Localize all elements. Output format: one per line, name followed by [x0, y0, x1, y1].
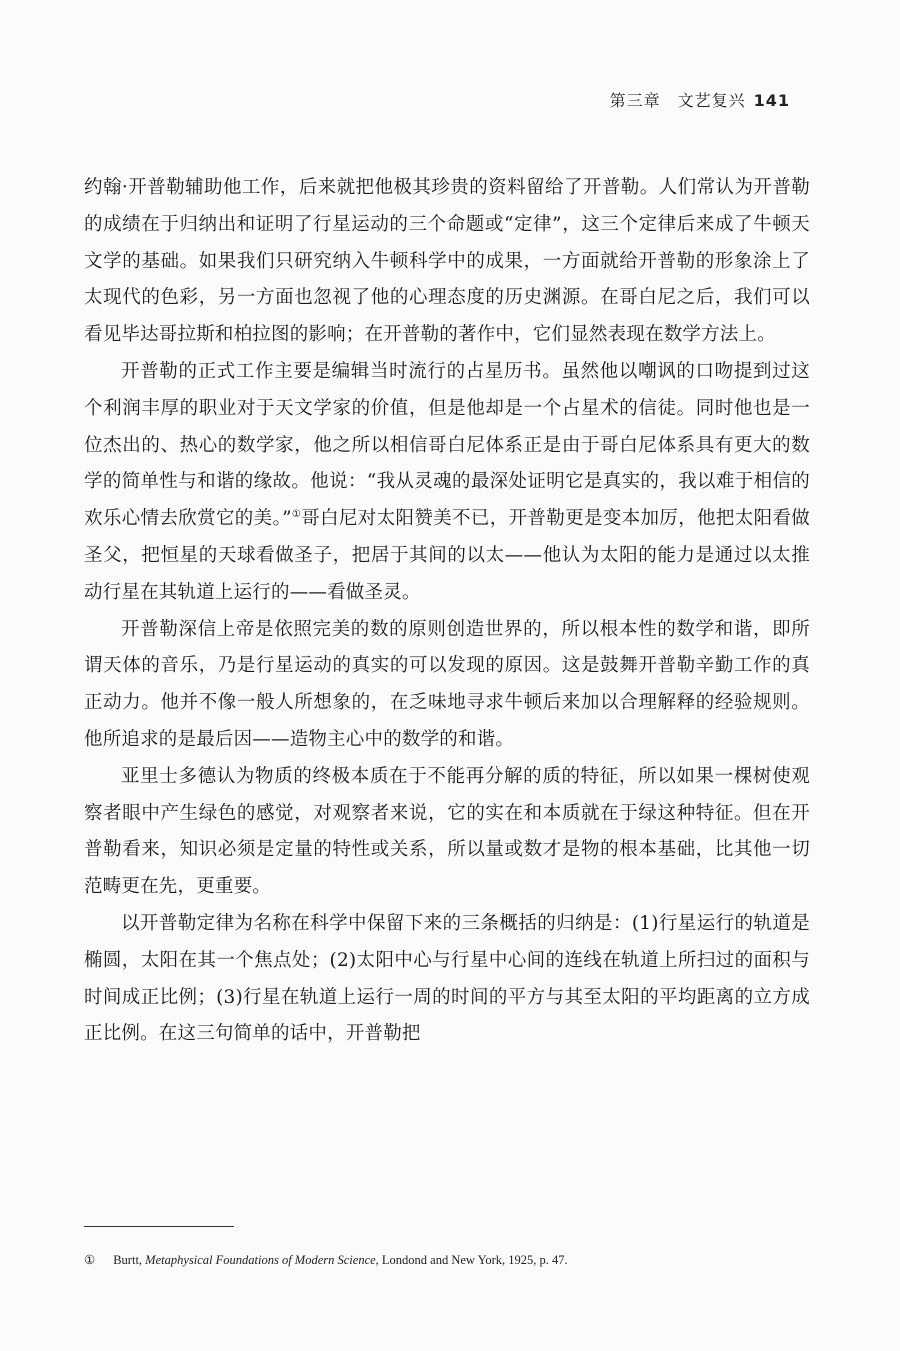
paragraph-1: 约翰·开普勒辅助他工作，后来就把他极其珍贵的资料留给了开普勒。人们常认为开普勒的成绩在于归纳出和证明了行星运动的三个命题或“定律”，这三个定律后来成了牛顿天文学的基础。如果我们只研究纳入牛顿科学中的成果，一方面就给开普勒的形象涂上了太现代的色彩，另一方面也忽视了他的心理态度的历史渊源。在哥白尼之后，我们可以看见毕达哥拉斯和柏拉图的影响；在开普勒的著作中，它们显然表现在数学方法上。: [84, 177, 810, 346]
running-header: [610, 88, 790, 111]
footnote: [84, 1252, 810, 1268]
footnote-publication: , Londond and New York, 1925, p. 47.: [375, 1253, 568, 1267]
footnote-book-title: Metaphysical Foundations of Modern Science: [145, 1253, 376, 1267]
footnote-divider: [84, 1226, 234, 1227]
page-number: 141: [753, 91, 790, 110]
paragraph-2-text: 开普勒的正式工作主要是编辑当时流行的占星历书。虽然他以嘲讽的口吻提到过这个利润丰厚的职业对于天文学家的价值，但是他却是一个占星术的信徒。同时他也是一位杰出的、热心的数学家，他之所以相信哥白尼体系正是由于哥白尼体系具有更大的数学的简单性与和谐的缘故。他说：“我从灵魂的最深处证明它是真实的，我以难于相信的欢乐心情去欣赏它的美。”: [84, 360, 810, 530]
paragraph-2-continued: 哥白尼对太阳赞美不已，开普勒更是变本加厉，他把太阳看做圣父，把恒星的天球看做圣子，把居于其间的以太——他认为太阳的能力是通过以太推动行星在其轨道上运行的——看做圣灵。: [84, 508, 810, 603]
paragraph-4: 亚里士多德认为物质的终极本质在于不能再分解的质的特征，所以如果一棵树使观察者眼中产生绿色的感觉，对观察者来说，它的实在和本质就在于绿这种特征。但在开普勒看来，知识必须是定量的特性或关系，所以量或数才是物的根本基础，比其他一切范畴更在先，更重要。: [84, 765, 810, 898]
footnote-ref: ①: [291, 509, 302, 521]
paragraph-5: 以开普勒定律为名称在科学中保留下来的三条概括的归纳是：(1)行星运行的轨道是椭圆，太阳在其一个焦点处；(2)太阳中心与行星中心间的连线在轨道上所扫过的面积与时间成正比例；(3)行星在轨道上运行一周的时间的平方与其至太阳的平均距离的立方成正比例。在这三句简单的话中，开普勒把: [84, 912, 810, 1045]
footnote-author: Burtt,: [113, 1253, 143, 1267]
paragraph-2: [84, 354, 810, 612]
paragraph-3: 开普勒深信上帝是依照完美的数的原则创造世界的，所以根本性的数学和谐，即所谓天体的音乐，乃是行星运动的真实的可以发现的原因。这是鼓舞开普勒辛勤工作的真正动力。他并不像一般人所想象的，在乏味地寻求牛顿后来加以合理解释的经验规则。他所追求的是最后因——造物主心中的数学的和谐。: [84, 618, 810, 750]
footnote-marker: ①: [84, 1253, 96, 1267]
body-text: [84, 170, 810, 1053]
chapter-title: 第三章 文艺复兴: [609, 91, 746, 110]
